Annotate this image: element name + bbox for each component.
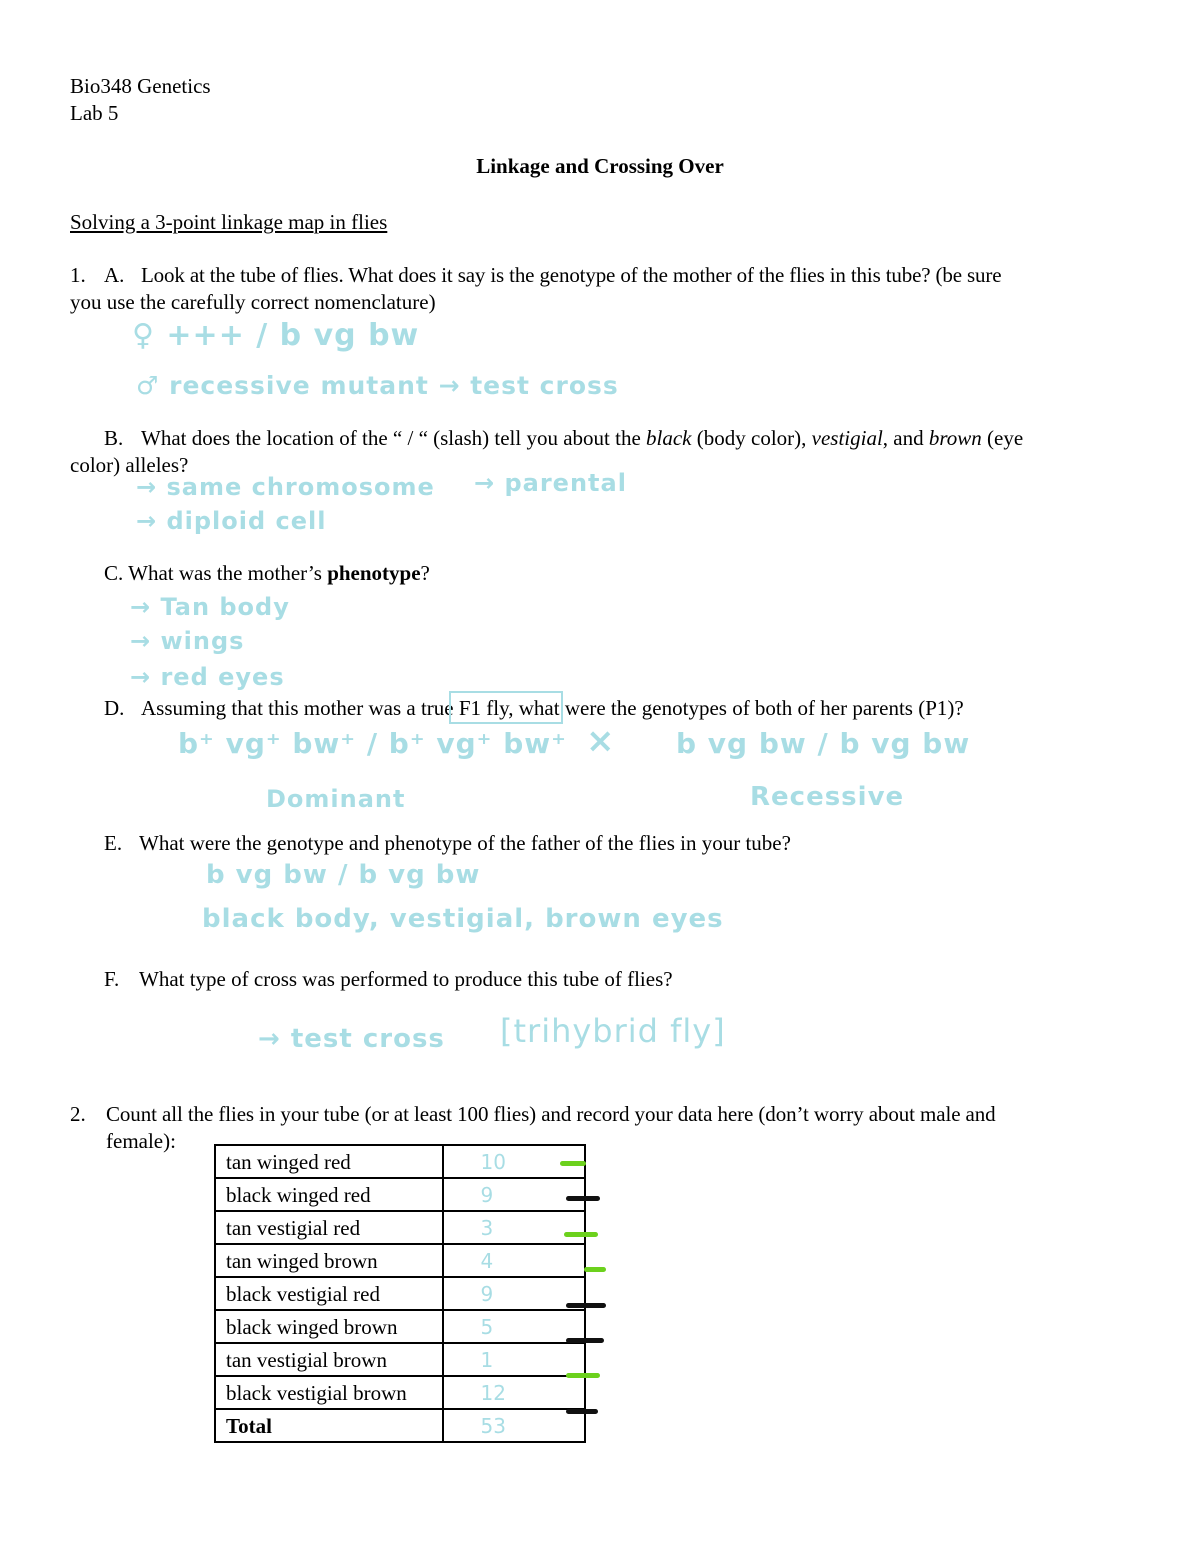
handwritten-answer-1b-line2: → diploid cell xyxy=(136,507,327,535)
count-cell: 3 xyxy=(480,1215,494,1240)
handwritten-answer-1a-line2: ♂ recessive mutant → test cross xyxy=(136,371,619,400)
q2-number: 2. xyxy=(70,1102,86,1126)
q1b-text-line2: color) alleles? xyxy=(70,453,189,477)
handwritten-answer-1e-line2: black body, vestigial, brown eyes xyxy=(202,904,724,934)
total-row xyxy=(215,1409,585,1442)
handwritten-answer-1c-line1: → Tan body xyxy=(130,593,290,621)
count-cell: 4 xyxy=(480,1248,494,1273)
table-row xyxy=(215,1310,585,1343)
phenotype-cell: black winged red xyxy=(215,1178,443,1211)
count-cell: 1 xyxy=(480,1347,494,1372)
q1f-label: F. xyxy=(104,967,120,991)
table-row xyxy=(215,1178,585,1211)
phenotype-cell: black winged brown xyxy=(215,1310,443,1343)
count-cell: 9 xyxy=(480,1281,494,1306)
q1e-text: What were the genotype and phenotype of the father of the flies in your tube? xyxy=(139,831,791,855)
handwritten-answer-1b-parental: → parental xyxy=(474,469,627,497)
phenotype-cell: tan vestigial brown xyxy=(215,1343,443,1376)
phenotype-cell: black vestigial brown xyxy=(215,1376,443,1409)
phenotype-cell: tan winged red xyxy=(215,1145,443,1178)
handwritten-answer-1e-line1: b vg bw / b vg bw xyxy=(206,860,481,890)
count-cell: 5 xyxy=(480,1314,494,1339)
handwritten-label-recessive: Recessive xyxy=(750,782,905,812)
table-row xyxy=(215,1277,585,1310)
q1d-label: D. xyxy=(104,696,125,720)
handwritten-answer-1b-line1: → same chromosome xyxy=(136,473,435,501)
q2-text-line2: female): xyxy=(106,1129,176,1153)
page-title: Linkage and Crossing Over xyxy=(476,154,724,178)
q1b-label: B. xyxy=(104,426,124,450)
q1a-label: A. xyxy=(104,263,125,287)
q1a-text-line2: you use the carefully correct nomenclature) xyxy=(70,290,436,314)
table-row xyxy=(215,1343,585,1376)
q1e-label: E. xyxy=(104,831,123,855)
tally-mark-green xyxy=(584,1267,606,1272)
phenotype-cell: tan winged brown xyxy=(215,1244,443,1277)
count-cell: 10 xyxy=(480,1149,506,1174)
tally-mark-black xyxy=(566,1409,598,1414)
table-row xyxy=(215,1145,585,1178)
table-row xyxy=(215,1244,585,1277)
tally-mark-green xyxy=(560,1161,586,1166)
handwritten-highlight-box xyxy=(449,691,563,724)
handwritten-label-dominant: Dominant xyxy=(266,785,406,813)
tally-mark-black xyxy=(566,1303,606,1308)
q2-text-line1: Count all the flies in your tube (or at least 100 flies) and record your data here (don’t worry about male and xyxy=(106,1102,996,1126)
count-cell: 9 xyxy=(480,1182,494,1207)
fly-count-table xyxy=(214,1144,586,1443)
table-row xyxy=(215,1211,585,1244)
q1f-text: What type of cross was performed to produce this tube of flies? xyxy=(139,967,673,991)
handwritten-answer-1c-line3: → red eyes xyxy=(130,663,285,691)
phenotype-cell: black vestigial red xyxy=(215,1277,443,1310)
handwritten-answer-1f-line1: → test cross xyxy=(258,1024,445,1054)
tally-mark-black xyxy=(566,1196,600,1201)
total-label: Total xyxy=(215,1409,443,1442)
handwritten-answer-1a-line1: ♀ +++ / b vg bw xyxy=(132,318,420,353)
lab-number: Lab 5 xyxy=(70,101,119,125)
section-heading: Solving a 3-point linkage map in flies xyxy=(70,210,388,234)
q1c-text: C. What was the mother’s phenotype? xyxy=(104,561,430,585)
q1b-text-line1: What does the location of the “ / “ (slash) tell you about the black (body color), vestigial, and brown (eye xyxy=(141,426,1024,450)
q1d-text: Assuming that this mother was a true F1 fly, what were the genotypes of both of her parents (P1)? xyxy=(141,696,964,720)
course-name: Bio348 Genetics xyxy=(70,74,211,98)
count-cell: 12 xyxy=(480,1380,506,1405)
handwritten-answer-1d-left: b⁺ vg⁺ bw⁺ / b⁺ vg⁺ bw⁺ xyxy=(178,727,567,760)
handwritten-answer-1d-right: b vg bw / b vg bw xyxy=(676,727,971,760)
tally-mark-green xyxy=(564,1232,598,1237)
q1a-text-line1: Look at the tube of flies. What does it say is the genotype of the mother of the flies in this tube? (be sure xyxy=(141,263,1002,287)
table-row xyxy=(215,1376,585,1409)
total-count: 53 xyxy=(480,1413,506,1438)
tally-mark-black xyxy=(566,1338,604,1343)
handwritten-answer-1f-line2: [trihybrid fly] xyxy=(500,1012,726,1050)
handwritten-answer-1c-line2: → wings xyxy=(130,627,245,655)
tally-mark-green xyxy=(566,1373,600,1378)
phenotype-cell: tan vestigial red xyxy=(215,1211,443,1244)
q1-number: 1. xyxy=(70,263,86,287)
handwritten-answer-1d-cross: × xyxy=(586,721,616,761)
